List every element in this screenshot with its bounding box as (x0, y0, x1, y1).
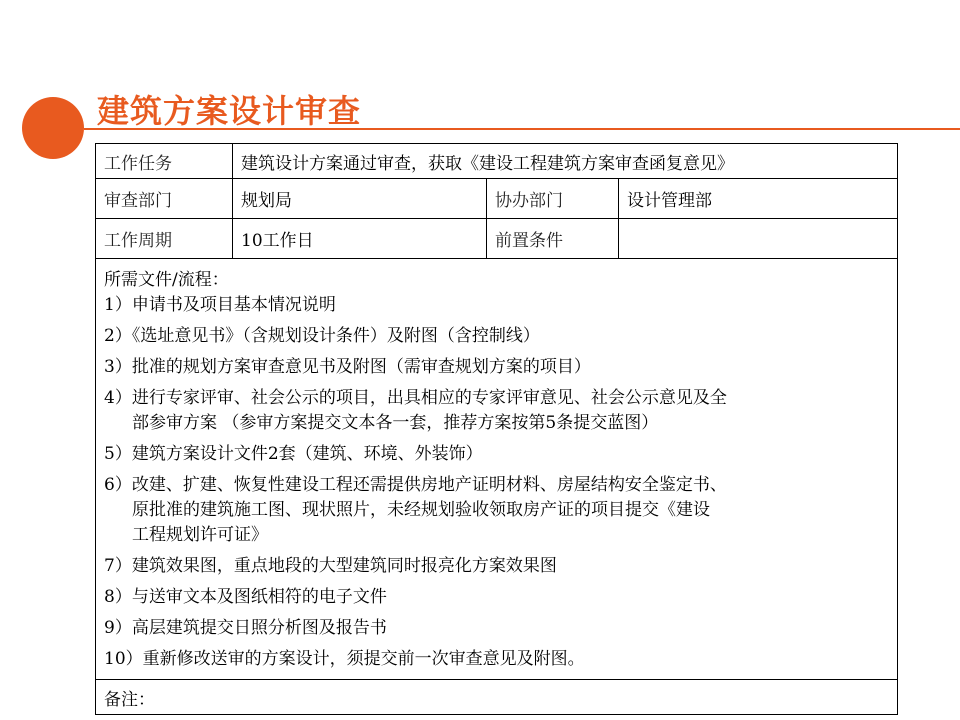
doc-item-line: 9）高层建筑提交日照分析图及报告书 (104, 617, 387, 638)
doc-item-line: 原批准的建筑施工图、现状照片，未经规划验收领取房产证的项目提交《建设 (132, 499, 710, 520)
doc-item-line: 5）建筑方案设计文件2套（建筑、环境、外装饰） (104, 443, 483, 464)
period-value: 10工作日 (233, 219, 487, 259)
doc-item (104, 293, 889, 318)
doc-item-line: 工程规划许可证》 (132, 524, 268, 545)
review-table (95, 143, 898, 715)
period-row (96, 219, 898, 259)
docs-cell (96, 259, 898, 680)
doc-item (104, 442, 889, 467)
docs-title: 所需文件/流程： (104, 269, 229, 290)
period-label: 工作周期 (96, 219, 233, 259)
task-label: 工作任务 (96, 144, 233, 179)
doc-item (104, 473, 889, 548)
doc-item-line: 4）进行专家评审、社会公示的项目，出具相应的专家评审意见、社会公示意见及全 (104, 387, 727, 408)
doc-item-line: 3）批准的规划方案审查意见书及附图（需审查规划方案的项目） (104, 356, 591, 377)
assist-value: 设计管理部 (619, 179, 898, 219)
doc-item (104, 554, 889, 579)
notes-label: 备注： (96, 680, 898, 715)
page-title: 建筑方案设计审查 (97, 92, 362, 130)
task-row (96, 144, 898, 179)
doc-item (104, 355, 889, 380)
precond-label: 前置条件 (487, 219, 619, 259)
doc-item (104, 585, 889, 610)
dept-label: 审查部门 (96, 179, 233, 219)
doc-item-line: 7）建筑效果图，重点地段的大型建筑同时报亮化方案效果图 (104, 555, 557, 576)
department-row (96, 179, 898, 219)
doc-item-line: 6）改建、扩建、恢复性建设工程还需提供房地产证明材料、房屋结构安全鉴定书、 (104, 474, 727, 495)
dept-value: 规划局 (233, 179, 487, 219)
doc-item (104, 324, 889, 349)
doc-item-line: 2）《选址意见书》（含规划设计条件）及附图（含控制线） (104, 325, 540, 346)
decorative-circle (22, 97, 84, 159)
precond-value (619, 219, 898, 259)
task-value: 建筑设计方案通过审查，获取《建设工程建筑方案审查函复意见》 (233, 144, 898, 179)
doc-item-line: 1）申请书及项目基本情况说明 (104, 294, 336, 315)
doc-item-line: 10）重新修改送审的方案设计，须提交前一次审查意见及附图。 (104, 648, 585, 669)
doc-item-line: 8）与送审文本及图纸相符的电子文件 (104, 586, 387, 607)
docs-list (104, 293, 889, 672)
assist-label: 协办部门 (487, 179, 619, 219)
doc-item (104, 647, 889, 672)
doc-item (104, 616, 889, 641)
notes-row (96, 680, 898, 715)
docs-row (96, 259, 898, 680)
doc-item-line: 部参审方案 （参审方案提交文本各一套，推荐方案按第5条提交蓝图） (132, 412, 659, 433)
doc-item (104, 386, 889, 436)
